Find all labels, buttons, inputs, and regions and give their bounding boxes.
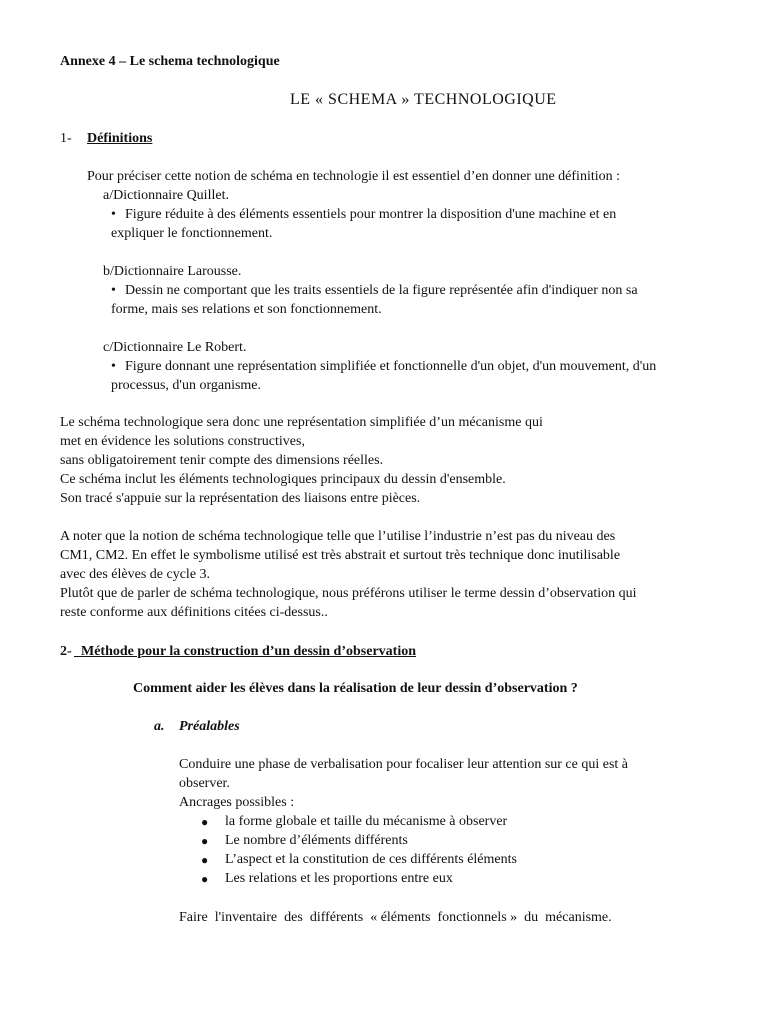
inventory-line: Faire l'inventaire des différents « éléments fonctionnels » du mécanisme. (179, 910, 612, 925)
section-2-number: 2- (60, 644, 72, 659)
definition-line: expliquer le fonctionnement. (111, 226, 273, 241)
bullet-icon: ● (201, 853, 209, 867)
paragraph-line: reste conforme aux définitions citées ci-dessus.. (60, 605, 328, 620)
definition-line: processus, d'un organisme. (111, 378, 262, 393)
paragraph-line: A noter que la notion de schéma technologique telle que l’utilise l’industrie n’est pas du niveau des (60, 529, 616, 544)
list-item: la forme globale et taille du mécanisme à observer (225, 814, 508, 829)
paragraph-line: met en évidence les solutions constructives, (60, 434, 305, 449)
paragraph-line: Son tracé s'appuie sur la représentation des liaisons entre pièces. (60, 491, 421, 506)
definition-source-quillet: a/Dictionnaire Quillet. (103, 188, 229, 203)
definition-source-robert: c/Dictionnaire Le Robert. (103, 340, 247, 355)
paragraph-line: Le schéma technologique sera donc une représentation simplifiée d’un mécanisme qui (60, 415, 543, 430)
definition-line: forme, mais ses relations et son fonctionnement. (111, 302, 382, 317)
paragraph-line: observer. (179, 776, 230, 791)
section-2-heading: Méthode pour la construction d’un dessin d’observation (74, 644, 417, 659)
list-item: Le nombre d’éléments différents (225, 833, 408, 848)
bullet-icon: • (111, 359, 116, 374)
definition-line: Figure donnant une représentation simplifiée et fonctionnelle d'un objet, d'un mouvement, d'un (125, 359, 657, 374)
section-2-question: Comment aider les élèves dans la réalisation de leur dessin d’observation ? (133, 681, 578, 696)
bullet-icon: ● (201, 872, 209, 886)
definitions-intro: Pour préciser cette notion de schéma en technologie il est essentiel d’en donner une définition : (87, 169, 620, 184)
section-1-heading: Définitions (87, 131, 153, 146)
list-item: L’aspect et la constitution de ces différents éléments (225, 852, 517, 867)
list-item: Les relations et les proportions entre eux (225, 871, 453, 886)
subsection-a-title: Préalables (179, 719, 240, 734)
paragraph-line: Ancrages possibles : (179, 795, 295, 810)
section-1-number: 1- (60, 131, 72, 146)
bullet-icon: ● (201, 834, 209, 848)
document-title: LE « SCHEMA » TECHNOLOGIQUE (290, 91, 557, 108)
bullet-icon: ● (201, 815, 209, 829)
paragraph-line: avec des élèves de cycle 3. (60, 567, 211, 582)
paragraph-line: Ce schéma inclut les éléments technologiques principaux du dessin d'ensemble. (60, 472, 506, 487)
definition-source-larousse: b/Dictionnaire Larousse. (103, 264, 242, 279)
definition-line: Figure réduite à des éléments essentiels pour montrer la disposition d'une machine et en (125, 207, 617, 222)
definition-text-larousse (111, 282, 638, 300)
bullet-icon: • (111, 207, 116, 222)
paragraph-line: sans obligatoirement tenir compte des dimensions réelles. (60, 453, 384, 468)
paragraph-line: Conduire une phase de verbalisation pour focaliser leur attention sur ce qui est à (179, 757, 629, 772)
definition-line: Dessin ne comportant que les traits essentiels de la figure représentée afin d'indiquer non sa (125, 283, 638, 298)
paragraph-line: Plutôt que de parler de schéma technologique, nous préférons utiliser le terme dessin d’observation qui (60, 586, 637, 601)
paragraph-line: CM1, CM2. En effet le symbolisme utilisé est très abstrait et surtout très technique donc inutilisable (60, 548, 621, 563)
definition-text-quillet (111, 206, 616, 224)
definition-text-robert (111, 358, 656, 376)
subsection-a-letter: a. (154, 719, 165, 734)
annex-title: Annexe 4 – Le schema technologique (60, 54, 280, 69)
bullet-icon: • (111, 283, 116, 298)
